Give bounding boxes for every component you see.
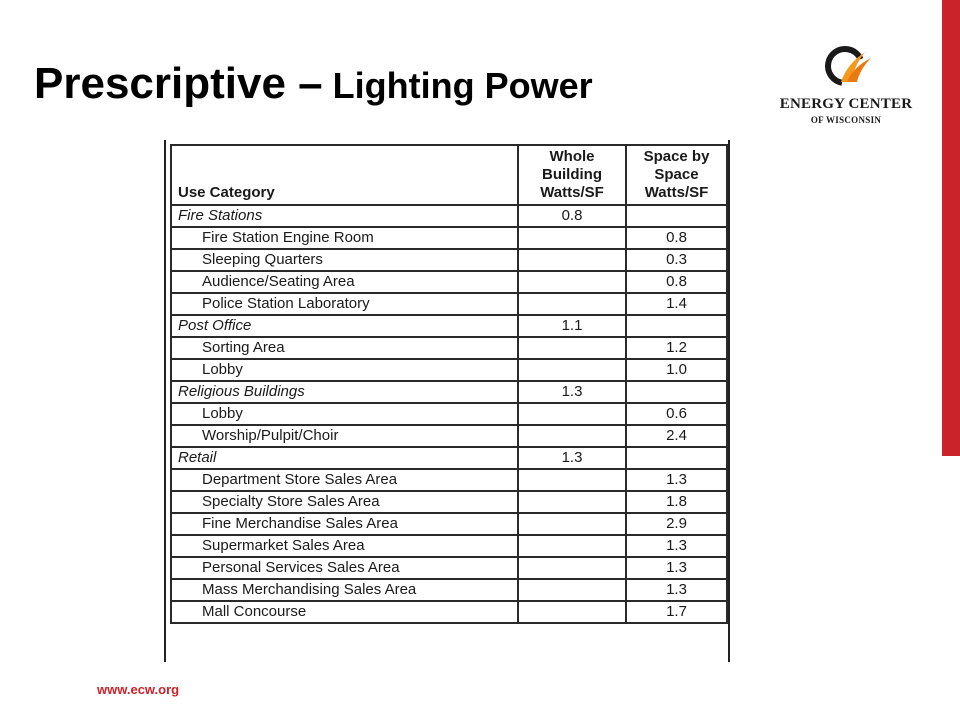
table-row <box>171 227 727 249</box>
space-by-space-value: 0.8 <box>626 227 727 249</box>
table-row <box>171 491 727 513</box>
header-whole-line3: Watts/SF <box>540 184 604 201</box>
space-by-space-value: 1.3 <box>626 535 727 557</box>
space-type-name: Lobby <box>171 359 518 381</box>
table-row <box>171 249 727 271</box>
header-whole-line1: Whole <box>549 148 595 165</box>
slide-title-main: Prescriptive – <box>34 59 323 108</box>
whole-building-value: 1.3 <box>518 447 626 469</box>
whole-building-value <box>518 579 626 601</box>
header-space-line1: Space by <box>643 148 710 165</box>
space-by-space-value: 2.4 <box>626 425 727 447</box>
header-use-category: Use Category <box>171 145 518 205</box>
lighting-power-table <box>170 144 728 624</box>
category-name: Fire Stations <box>171 205 518 227</box>
space-by-space-value: 1.2 <box>626 337 727 359</box>
whole-building-value <box>518 249 626 271</box>
space-by-space-value: 1.4 <box>626 293 727 315</box>
space-by-space-value <box>626 315 727 337</box>
space-type-name: Sorting Area <box>171 337 518 359</box>
table-row <box>171 579 727 601</box>
logo-text-sub: OF WISCONSIN <box>810 115 882 125</box>
table-header-row <box>171 145 727 205</box>
whole-building-value <box>518 227 626 249</box>
slide-title-sub: Lighting Power <box>322 65 593 106</box>
whole-building-value <box>518 491 626 513</box>
whole-building-value <box>518 425 626 447</box>
space-type-name: Sleeping Quarters <box>171 249 518 271</box>
category-name: Religious Buildings <box>171 381 518 403</box>
table-row <box>171 359 727 381</box>
space-by-space-value <box>626 447 727 469</box>
space-type-name: Personal Services Sales Area <box>171 557 518 579</box>
category-row <box>171 447 727 469</box>
space-by-space-value: 0.6 <box>626 403 727 425</box>
space-type-name: Mall Concourse <box>171 601 518 623</box>
header-space-line2: Space <box>654 166 699 183</box>
space-type-name: Supermarket Sales Area <box>171 535 518 557</box>
whole-building-value <box>518 293 626 315</box>
header-space-line3: Watts/SF <box>644 184 709 201</box>
space-by-space-value: 1.0 <box>626 359 727 381</box>
space-by-space-value: 1.3 <box>626 469 727 491</box>
whole-building-value: 1.1 <box>518 315 626 337</box>
table-row <box>171 271 727 293</box>
table-row <box>171 337 727 359</box>
whole-building-value <box>518 271 626 293</box>
space-by-space-value: 1.7 <box>626 601 727 623</box>
whole-building-value: 0.8 <box>518 205 626 227</box>
table-row <box>171 293 727 315</box>
whole-building-value <box>518 557 626 579</box>
category-name: Retail <box>171 447 518 469</box>
whole-building-value: 1.3 <box>518 381 626 403</box>
space-by-space-value: 0.8 <box>626 271 727 293</box>
category-row <box>171 315 727 337</box>
table-row <box>171 403 727 425</box>
table-body <box>171 205 727 623</box>
space-type-name: Audience/Seating Area <box>171 271 518 293</box>
table-row <box>171 557 727 579</box>
whole-building-value <box>518 535 626 557</box>
space-type-name: Mass Merchandising Sales Area <box>171 579 518 601</box>
space-by-space-value <box>626 381 727 403</box>
whole-building-value <box>518 403 626 425</box>
space-type-name: Department Store Sales Area <box>171 469 518 491</box>
space-by-space-value: 1.3 <box>626 579 727 601</box>
header-space-by-space <box>626 145 727 205</box>
category-name: Post Office <box>171 315 518 337</box>
whole-building-value <box>518 469 626 491</box>
header-whole-building <box>518 145 626 205</box>
table-row <box>171 601 727 623</box>
logo-text-main: ENERGY CENTER <box>779 96 913 112</box>
category-row <box>171 381 727 403</box>
space-type-name: Worship/Pulpit/Choir <box>171 425 518 447</box>
space-by-space-value: 2.9 <box>626 513 727 535</box>
space-type-name: Police Station Laboratory <box>171 293 518 315</box>
space-by-space-value <box>626 205 727 227</box>
space-by-space-value: 1.3 <box>626 557 727 579</box>
table-row <box>171 469 727 491</box>
space-type-name: Fine Merchandise Sales Area <box>171 513 518 535</box>
whole-building-value <box>518 359 626 381</box>
table-row <box>171 513 727 535</box>
accent-bar <box>942 0 960 456</box>
space-type-name: Lobby <box>171 403 518 425</box>
space-type-name: Fire Station Engine Room <box>171 227 518 249</box>
whole-building-value <box>518 601 626 623</box>
space-type-name: Specialty Store Sales Area <box>171 491 518 513</box>
header-whole-line2: Building <box>542 166 602 183</box>
space-by-space-value: 0.3 <box>626 249 727 271</box>
website-link[interactable]: www.ecw.org <box>97 682 180 697</box>
whole-building-value <box>518 337 626 359</box>
space-by-space-value: 1.8 <box>626 491 727 513</box>
slide-title <box>34 59 593 108</box>
whole-building-value <box>518 513 626 535</box>
table-row <box>171 425 727 447</box>
category-row <box>171 205 727 227</box>
table-row <box>171 535 727 557</box>
